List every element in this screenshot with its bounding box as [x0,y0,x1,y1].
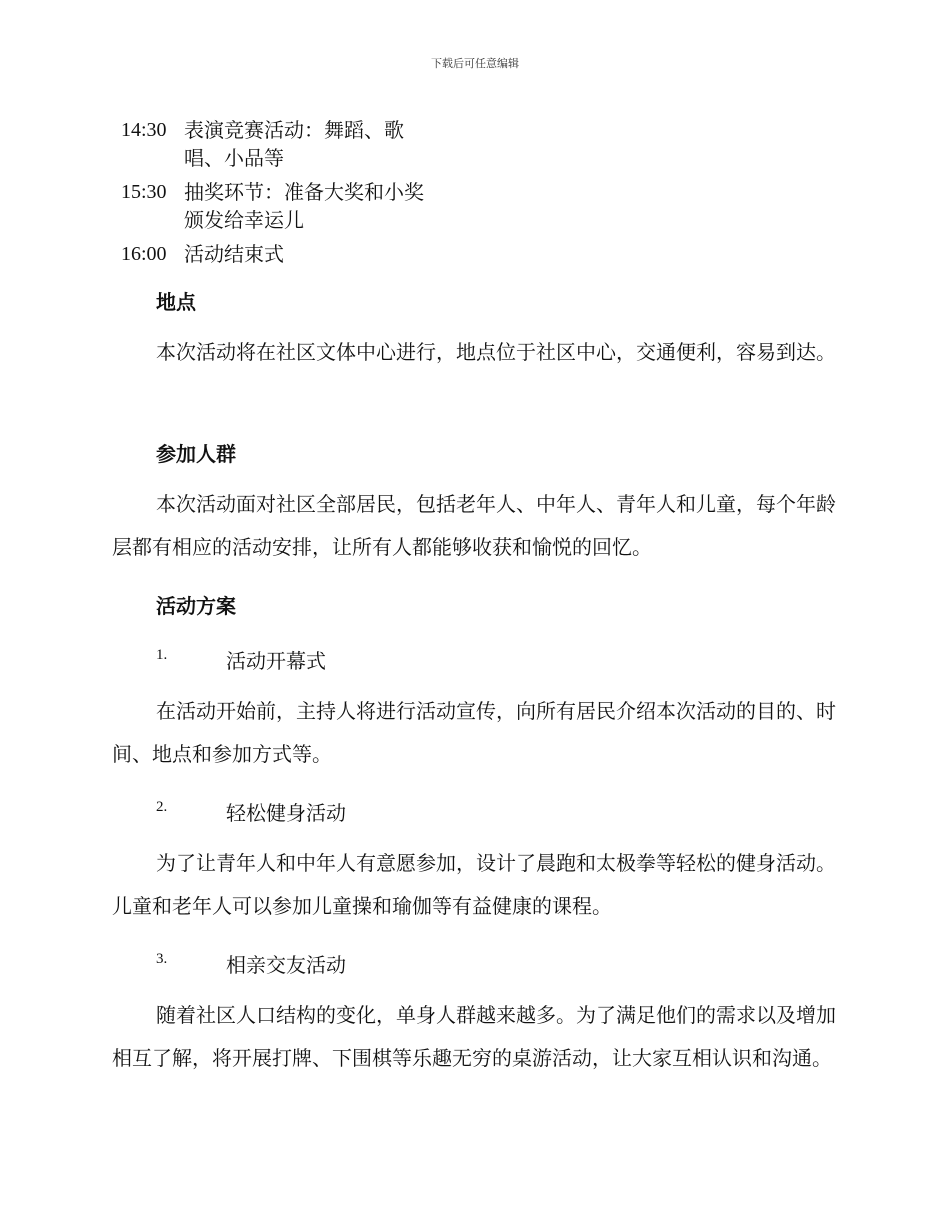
schedule-desc: 表演竞赛活动：舞蹈、歌唱、小品等 [184,118,404,170]
plan-item-paragraph: 随着社区人口结构的变化，单身人群越来越多。为了满足他们的需求以及增加相互了解，将开展打牌、下围棋等乐趣无穷的桌游活动，让大家互相认识和沟通。 [112,1003,836,1070]
plan-item-paragraph: 为了让青年人和中年人有意愿参加，设计了晨跑和太极拳等轻松的健身活动。儿童和老年人可以参加儿童操和瑜伽等有益健康的课程。 [112,851,836,918]
section-heading-location: 地点 [156,290,196,314]
plan-item-title: 轻松健身活动 [226,801,346,825]
schedule-time: 14:30 [121,119,167,141]
plan-item-title: 相亲交友活动 [226,953,346,977]
schedule-desc: 抽奖环节：准备大奖和小奖颁发给幸运儿 [184,180,424,232]
plan-item-number: 1. [156,647,168,663]
location-paragraph: 本次活动将在社区文体中心进行，地点位于社区中心，交通便利，容易到达。 [156,340,836,364]
schedule-desc: 活动结束式 [184,242,284,266]
plan-item-number: 3. [156,951,168,967]
plan-item-title: 活动开幕式 [226,649,326,673]
section-heading-plan: 活动方案 [156,594,236,618]
page-header: 下载后可任意编辑 [431,57,519,70]
section-heading-participants: 参加人群 [156,442,236,466]
plan-item-paragraph: 在活动开始前，主持人将进行活动宣传，向所有居民介绍本次活动的目的、时间、地点和参加方式等。 [112,699,836,766]
schedule-time: 16:00 [121,243,167,265]
participants-paragraph: 本次活动面对社区全部居民，包括老年人、中年人、青年人和儿童，每个年龄层都有相应的活动安排，让所有人都能够收获和愉悦的回忆。 [112,492,836,559]
schedule-time: 15:30 [121,181,167,203]
plan-item-number: 2. [156,799,168,815]
